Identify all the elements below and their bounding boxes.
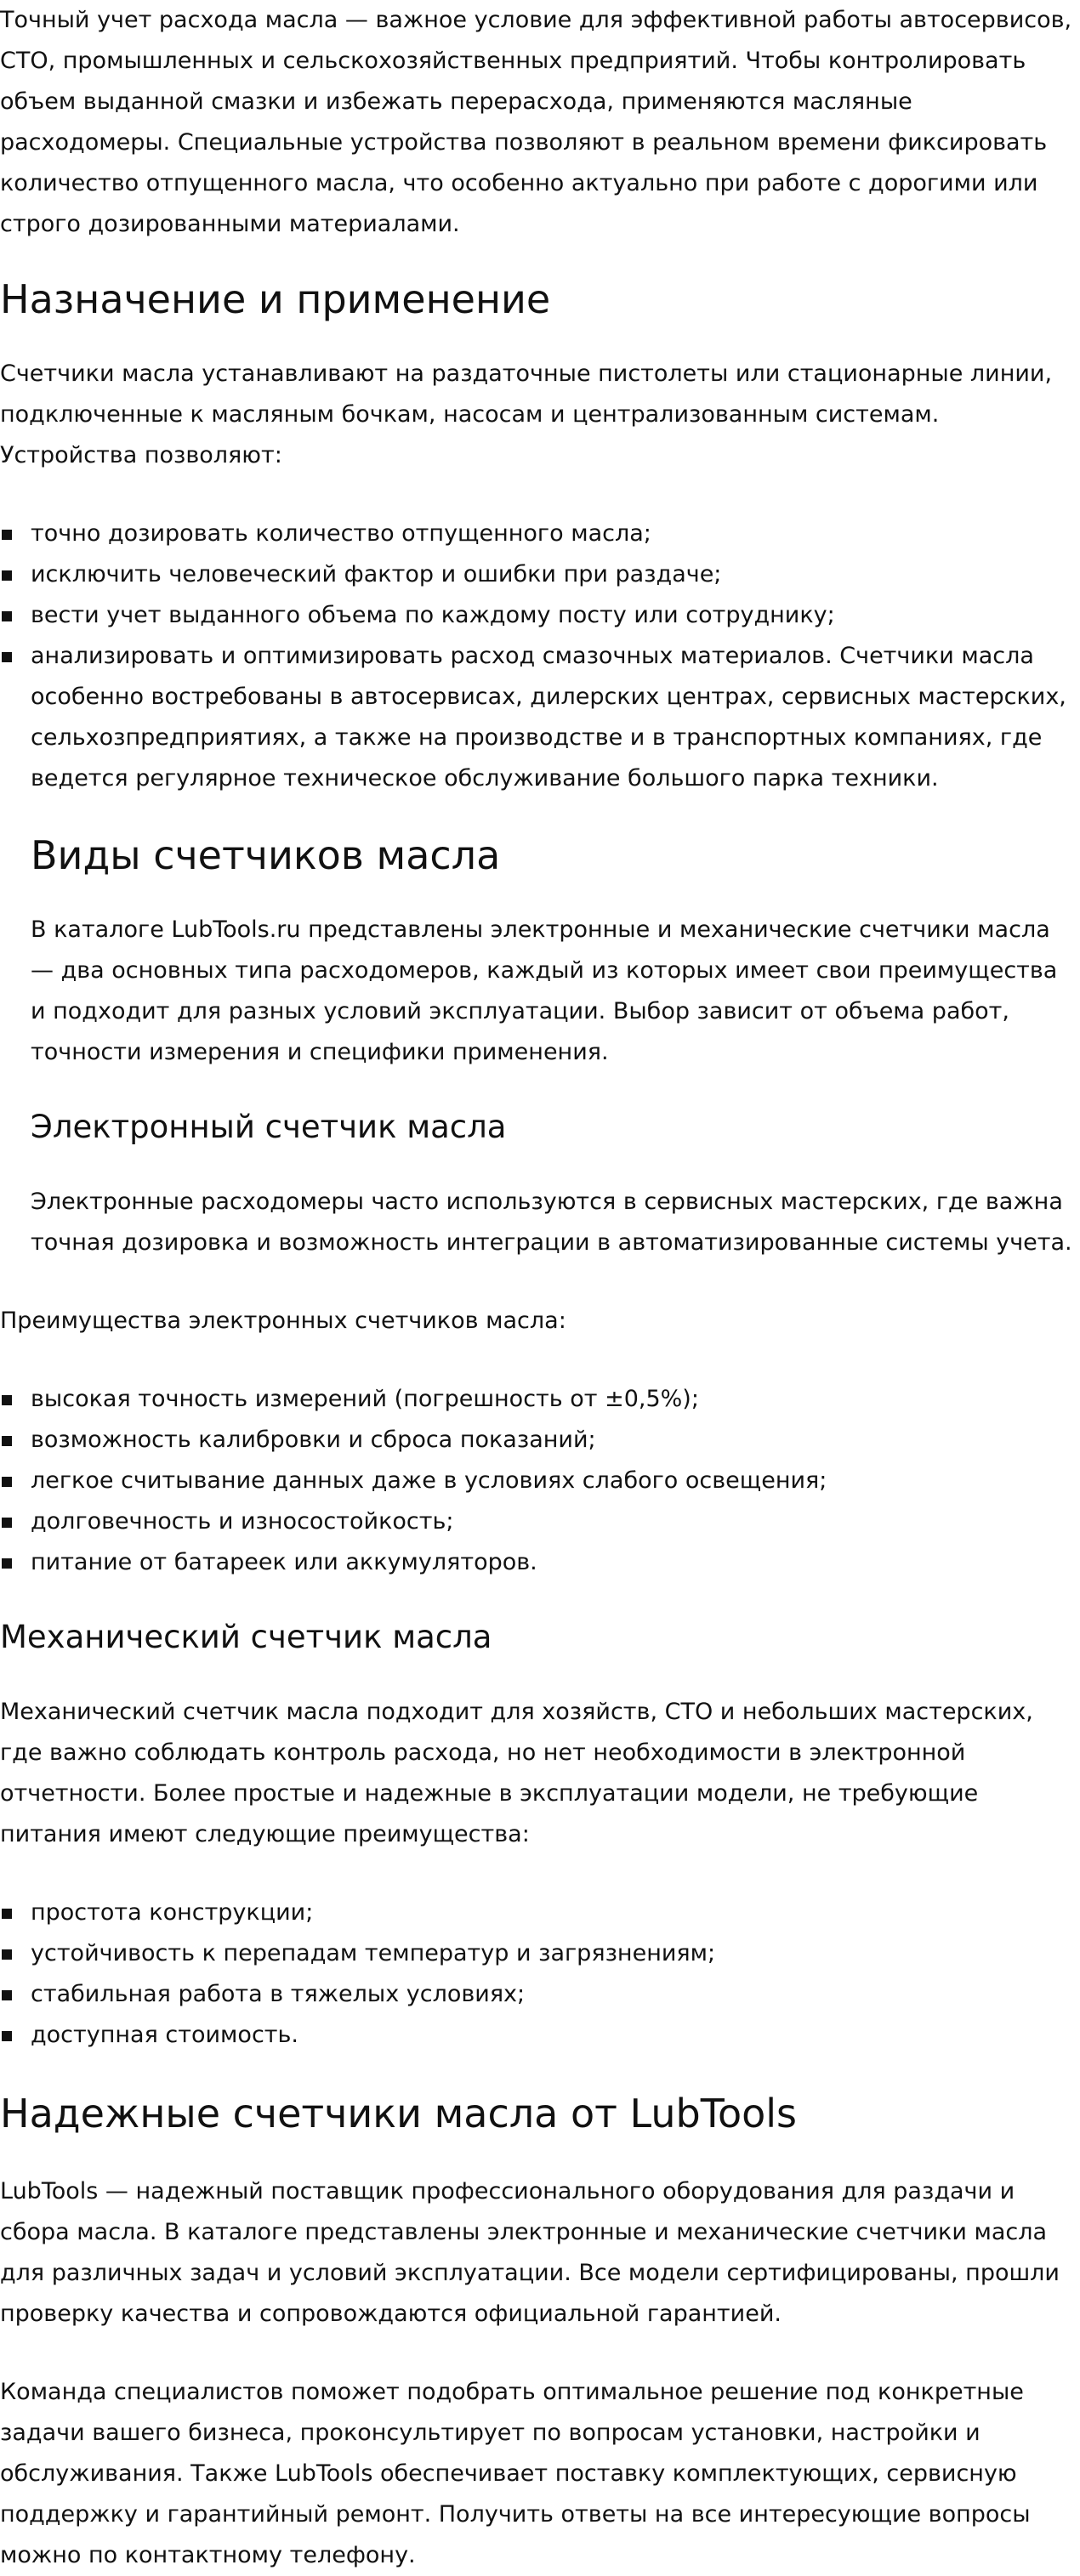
list-item: точно дозировать количество отпущенного масла; bbox=[0, 513, 1073, 554]
mechanical-list bbox=[0, 1892, 1073, 2056]
types-paragraph: В каталоге LubTools.ru представлены электронные и механические счетчики масла — два основных типа расходомеров, каждый из которых имеет свои преимущества и подходит для разных условий эксплуатации. Выбор зависит от объема работ, точности измерения и специфики применения. bbox=[31, 916, 1058, 1065]
reliable-paragraph-2: Команда специалистов поможет подобрать оптимальное решение под конкретные задачи вашего бизнеса, проконсультирует по вопросам установки, настройки и обслуживания. Также LubTools обеспечивает поставку комплектующих, сервисную поддержку и гарантийный ремонт. Получить ответы на все интересующие вопросы можно по контактному телефону. bbox=[0, 2379, 1031, 2568]
purpose-list bbox=[0, 513, 1073, 799]
electronic-advantages-title: Преимущества электронных счетчиков масла: bbox=[0, 1308, 566, 1334]
list-item: возможность калибровки и сброса показаний; bbox=[0, 1420, 1073, 1461]
list-item: долговечность и износостойкость; bbox=[0, 1501, 1073, 1542]
heading-purpose: Назначение и применение bbox=[0, 276, 551, 322]
heading-reliable: Надежные счетчики масла от LubTools bbox=[0, 2091, 798, 2136]
list-item: простота конструкции; bbox=[0, 1892, 1073, 1933]
list-item: устойчивость к перепадам температур и загрязнениям; bbox=[0, 1933, 1073, 1974]
list-item: стабильная работа в тяжелых условиях; bbox=[0, 1974, 1073, 2015]
list-item: легкое считывание данных даже в условиях слабого освещения; bbox=[0, 1461, 1073, 1501]
list-item: доступная стоимость. bbox=[0, 2015, 1073, 2056]
heading-electronic: Электронный счетчик масла bbox=[31, 1109, 507, 1145]
electronic-list bbox=[0, 1379, 1073, 1583]
mechanical-paragraph: Механический счетчик масла подходит для хозяйств, СТО и небольших мастерских, где важно соблюдать контроль расхода, но нет необходимости в электронной отчетности. Более простые и надежные в эксплуатации модели, не требующие питания имеют следующие преимущества: bbox=[0, 1699, 1033, 1847]
heading-mechanical: Механический счетчик масла bbox=[0, 1619, 492, 1655]
electronic-paragraph: Электронные расходомеры часто используются в сервисных мастерских, где важна точная дозировка и возможность интеграции в автоматизированные системы учета. bbox=[31, 1189, 1072, 1256]
intro-paragraph: Точный учет расхода масла — важное условие для эффективной работы автосервисов, СТО, промышленных и сельскохозяйственных предприятий. Чтобы контролировать объем выданной смазки и избежать перерасхода, применяются масляные расходомеры. Специальные устройства позволяют в реальном времени фиксировать количество отпущенного масла, что особенно актуально при работе с дорогими или строго дозированными материалами. bbox=[0, 7, 1072, 237]
list-item: высокая точность измерений (погрешность от ±0,5%); bbox=[0, 1379, 1073, 1420]
reliable-paragraph-1: LubTools — надежный поставщик профессионального оборудования для раздачи и сбора масла. В каталоге представлены электронные и механические счетчики масла для различных задач и условий эксплуатации. Все модели сертифицированы, прошли проверку качества и сопровождаются официальной гарантией. bbox=[0, 2178, 1060, 2327]
purpose-paragraph: Счетчики масла устанавливают на раздаточные пистолеты или стационарные линии, подключенные к масляным бочкам, насосам и централизованным системам. Устройства позволяют: bbox=[0, 360, 1053, 468]
list-item: анализировать и оптимизировать расход смазочных материалов. Счетчики масла особенно востребованы в автосервисах, дилерских центрах, сервисных мастерских, сельхозпредприятиях, а также на производстве и в транспортных компаниях, где ведется регулярное техническое обслуживание большого парка техники. bbox=[0, 636, 1073, 799]
heading-types: Виды счетчиков масла bbox=[31, 832, 501, 878]
list-item: вести учет выданного объема по каждому посту или сотруднику; bbox=[0, 595, 1073, 636]
list-item: исключить человеческий фактор и ошибки при раздаче; bbox=[0, 554, 1073, 595]
types-section bbox=[0, 831, 1073, 1263]
list-item: питание от батареек или аккумуляторов. bbox=[0, 1542, 1073, 1583]
